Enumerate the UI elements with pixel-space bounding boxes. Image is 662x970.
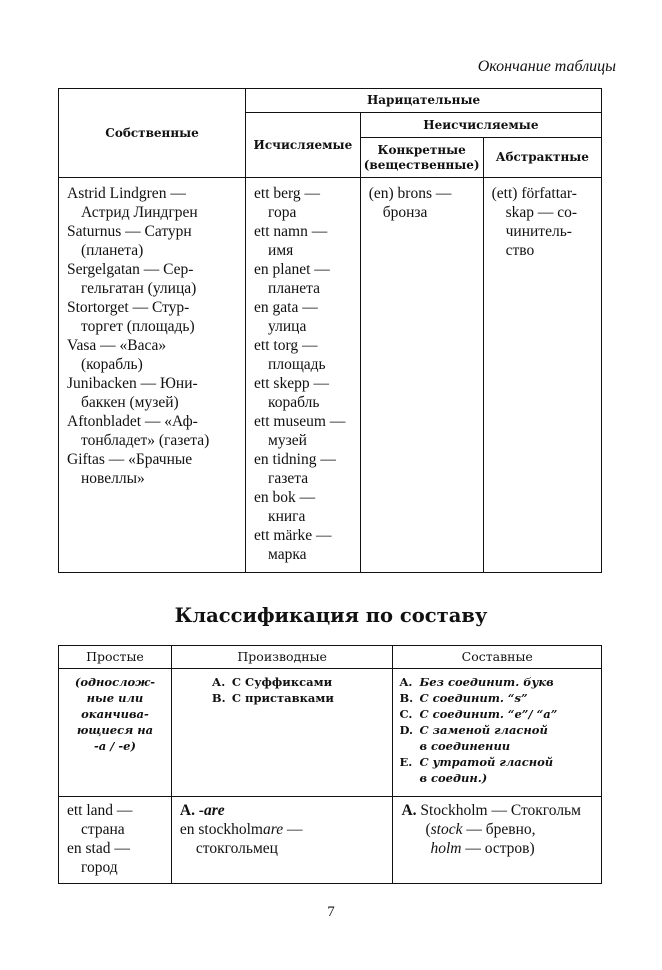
countable-noun-entry-translation: площадь: [268, 356, 326, 373]
derived-note: [171, 669, 393, 797]
compound-note-letter: C.: [399, 707, 413, 721]
derived-example-word: en stockholmare —: [179, 821, 303, 838]
proper-noun-entry-translation: гельгатан (улица): [81, 280, 197, 297]
countable-noun-entry: [254, 450, 354, 488]
compound-note-text: С утратой гласной: [419, 755, 554, 769]
simple-note-line: ющиеся на: [76, 723, 154, 737]
header-derived: Производные: [171, 646, 393, 669]
countable-nouns-cell: [246, 178, 361, 573]
countable-noun-entry: [254, 374, 354, 412]
compound-note-text: С соединит. “s”: [419, 691, 528, 705]
compound-note-item: [399, 706, 595, 722]
proper-noun-entry: [67, 222, 239, 260]
simple-examples: [59, 797, 172, 884]
compound-note-letter: E.: [399, 755, 413, 769]
countable-noun-entry-translation: гора: [268, 204, 297, 221]
compound-example: [393, 797, 602, 884]
countable-noun-entry: [254, 488, 354, 526]
compound-note-item: [399, 754, 595, 786]
compound-note-text: С соединит. “e”/ “a”: [419, 707, 558, 721]
abstract-nouns-cell: [483, 178, 601, 573]
countable-noun-entry-term: ett namn —: [254, 223, 328, 240]
header-concrete-line2: (вещественные): [363, 157, 480, 172]
proper-noun-entry-term: Sergelgatan — Сер-: [67, 261, 194, 278]
header-countable: Исчисляемые: [246, 113, 361, 178]
derived-note-item: [212, 674, 387, 690]
page-number: 7: [327, 904, 335, 920]
concrete-noun-entry: [369, 184, 477, 222]
countable-noun-entry-translation: марка: [268, 546, 307, 563]
proper-noun-entry: [67, 298, 239, 336]
section-title: Классификация по составу: [174, 604, 488, 627]
proper-noun-entry: [67, 450, 239, 488]
proper-noun-entry: [67, 184, 239, 222]
concrete-noun-entry-translation: бронза: [382, 204, 428, 221]
table-continuation-caption: Окончание таблицы: [477, 58, 616, 75]
countable-noun-entry: [254, 526, 354, 564]
header-concrete: [360, 138, 483, 178]
derived-note-text: С приставками: [231, 691, 334, 705]
countable-noun-entry-term: ett berg —: [254, 185, 321, 202]
compound-example-part1: (stock — бревно,: [425, 821, 536, 838]
countable-noun-entry-translation: корабль: [268, 394, 320, 411]
header-abstract: Абстрактные: [483, 138, 601, 178]
countable-noun-entry: [254, 412, 354, 450]
compound-note-text: С заменой гласной: [419, 723, 548, 737]
countable-noun-entry-term: ett märke —: [254, 527, 332, 544]
countable-noun-entry-translation: улица: [268, 318, 307, 335]
countable-noun-entry-term: ett torg —: [254, 337, 318, 354]
countable-noun-entry-term: en bok —: [254, 489, 316, 506]
proper-noun-entry-term: Astrid Lindgren —: [67, 185, 186, 202]
countable-noun-entry: [254, 184, 354, 222]
header-compound: Составные: [393, 646, 602, 669]
simple-example-term: en stad —: [67, 840, 130, 857]
proper-noun-entry-term: Giftas — «Брачные: [67, 451, 193, 468]
countable-noun-entry: [254, 298, 354, 336]
countable-noun-entry: [254, 260, 354, 298]
proper-noun-entry-translation: тонбладет» (газета): [81, 432, 210, 449]
compound-example-word: A. Stockholm — Стокгольм: [401, 802, 581, 819]
compound-note-text: в соедин.): [419, 771, 488, 785]
header-simple: Простые: [59, 646, 172, 669]
header-common: Нарицательные: [246, 89, 602, 113]
compound-note-item: [399, 690, 595, 706]
simple-example-translation: страна: [81, 821, 125, 838]
derived-note-letter: В.: [211, 691, 226, 705]
proper-noun-entry-term: Junibacken — Юни-: [67, 375, 198, 392]
simple-example-translation: город: [81, 859, 118, 876]
abstract-noun-line: чинитель-: [505, 223, 572, 240]
simple-note-line: (однослож-: [74, 675, 155, 689]
derived-example: [171, 797, 393, 884]
countable-noun-entry: [254, 222, 354, 260]
derived-note-item: [212, 690, 387, 706]
proper-noun-entry: [67, 412, 239, 450]
countable-noun-entry-translation: газета: [268, 470, 309, 487]
proper-noun-entry: [67, 336, 239, 374]
proper-noun-entry-translation: (корабль): [81, 356, 143, 373]
abstract-noun-line: (ett) författar-: [491, 185, 577, 202]
derived-note-letter: А.: [211, 675, 226, 689]
proper-nouns-cell: [59, 178, 246, 573]
proper-noun-entry: [67, 260, 239, 298]
simple-note-line: ные или: [86, 691, 144, 705]
proper-noun-entry-translation: Астрид Линдгрен: [81, 204, 198, 221]
compound-note-letter: B.: [399, 691, 414, 705]
simple-note: [59, 669, 172, 797]
countable-noun-entry: [254, 336, 354, 374]
simple-note-line: оканчива-: [81, 707, 149, 721]
concrete-noun-entry-term: (en) brons —: [368, 185, 452, 202]
proper-noun-entry: [67, 374, 239, 412]
compound-note: [393, 669, 602, 797]
proper-noun-entry-term: Stortorget — Стур-: [67, 299, 190, 316]
countable-noun-entry-translation: книга: [268, 508, 306, 525]
derived-note-text: С Суффиксами: [231, 675, 333, 689]
proper-noun-entry-translation: новеллы»: [81, 470, 145, 487]
compound-note-letter: A.: [399, 675, 413, 689]
countable-noun-entry-term: en planet —: [254, 261, 330, 278]
compound-note-text: в соединении: [419, 739, 511, 753]
abstract-noun-line: skap — со-: [505, 204, 578, 221]
compound-note-item: [399, 674, 595, 690]
compound-note-letter: D.: [399, 723, 414, 737]
concrete-nouns-cell: [360, 178, 483, 573]
derived-example-translation: стокгольмец: [195, 840, 278, 857]
derived-example-label: A. -are: [179, 802, 225, 819]
countable-noun-entry-translation: музей: [268, 432, 307, 449]
countable-noun-entry-term: ett museum —: [254, 413, 346, 430]
countable-noun-entry-term: ett skepp —: [254, 375, 329, 392]
simple-example-term: ett land —: [67, 802, 133, 819]
countable-noun-entry-translation: планета: [268, 280, 320, 297]
compound-note-text: Без соединит. букв: [419, 675, 554, 689]
countable-noun-entry-term: en gata —: [254, 299, 318, 316]
countable-noun-entry-term: en tidning —: [254, 451, 336, 468]
compound-example-part2: holm — остров): [430, 840, 535, 857]
simple-note-line: -a / -e): [93, 739, 136, 753]
proper-noun-entry-term: Saturnus — Сатурн: [67, 223, 192, 240]
header-uncountable: Неисчисляемые: [360, 113, 601, 138]
abstract-noun-line: ство: [505, 242, 535, 259]
proper-noun-entry-translation: (планета): [81, 242, 144, 259]
header-proper: Собственные: [59, 89, 246, 178]
header-concrete-line1: Конкретные: [377, 142, 466, 157]
proper-noun-entry-term: Aftonbladet — «Аф-: [67, 413, 198, 430]
countable-noun-entry-translation: имя: [268, 242, 294, 259]
proper-noun-entry-term: Vasa — «Васа»: [67, 337, 167, 354]
proper-noun-entry-translation: баккен (музей): [81, 394, 179, 411]
noun-types-table: [58, 88, 602, 573]
compound-note-item: [399, 722, 595, 754]
composition-table: [58, 645, 602, 884]
proper-noun-entry-translation: торгет (площадь): [81, 318, 195, 335]
